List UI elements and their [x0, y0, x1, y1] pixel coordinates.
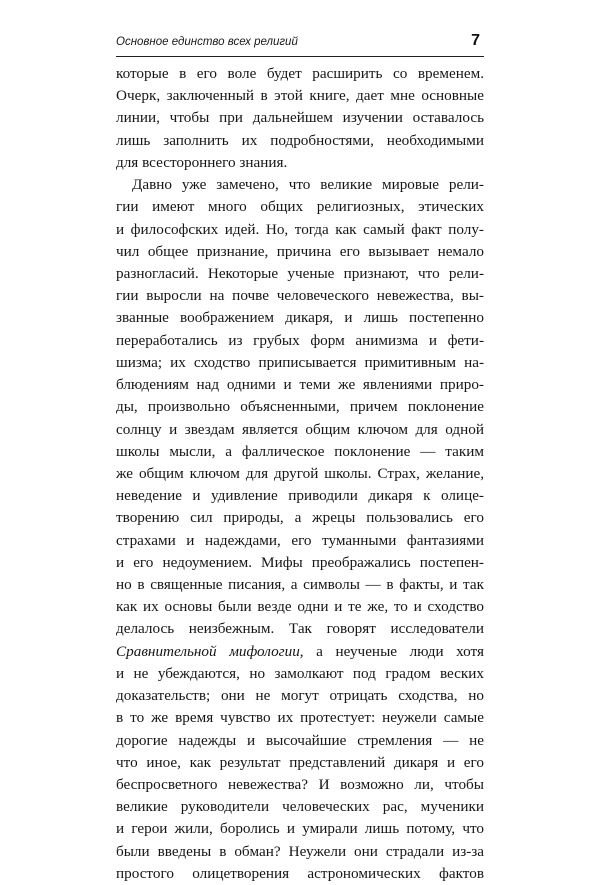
text-line: великие руководители человеческих рас, мученики — [116, 798, 484, 816]
text-line: школы мысли, а фаллическое поклонение — таким — [116, 442, 484, 460]
text-line: блюдениям над одними и теми же явлениями приро- — [116, 376, 484, 394]
text-line: творению сил природы, а жрецы пользовались его — [116, 509, 484, 527]
text-line: переработались из грубых форм анимизма и фети- — [116, 331, 484, 349]
text-line: дорогие надежды и высочайшие стремления — не — [116, 731, 484, 749]
text-line: Очерк, заключенный в этой книге, дает мне основные — [116, 87, 484, 105]
text-line: гии выросли на почве человеческого невежества, вы- — [116, 287, 484, 305]
text-line: неведение и удивление приводили дикаря к олице- — [116, 487, 484, 505]
text-line: что иное, как результат представлений дикаря и его — [116, 753, 484, 771]
italic-term: Сравнительной мифологии — [116, 642, 300, 660]
text-line: были введены в обман? Неужели они страдали из-за — [116, 842, 484, 860]
text-line: как их основы были везде одни и те же, то и сходство — [116, 598, 484, 616]
text-line: линии, чтобы при дальнейшем изучении оставалось — [116, 109, 484, 127]
text-line: Давно уже замечено, что великие мировые рели- — [132, 176, 484, 194]
text-line: и не убеждаются, но замолкают под градом веских — [116, 664, 484, 682]
text-line: шизма; их сходство приписывается примитивным на- — [116, 353, 484, 371]
text-line: и его недоумением. Мифы преображались постепен- — [116, 553, 484, 571]
text-line: и философских идей. Но, тогда как самый факт полу- — [116, 220, 484, 238]
text-line: для всестороннего знания. — [116, 153, 288, 171]
text-line: же общим ключом для другой школы. Страх, желание, — [116, 464, 484, 482]
running-title: Основное единство всех религий — [116, 36, 298, 48]
text-line: простого олицетворения астрономических фактов — [116, 864, 484, 882]
text-line: чил общее признание, причина его вызывает немало — [116, 242, 484, 260]
text-line: страхами и надеждами, его туманными фантазиями — [116, 531, 484, 549]
text-line: беспросветного невежества? И возможно ли, чтобы — [116, 776, 484, 793]
text-line: разногласий. Некоторые ученые признают, что рели- — [116, 264, 484, 282]
body-text — [116, 63, 484, 885]
text-line: доказательств; они не могут отрицать сходства, но — [116, 687, 484, 705]
text-line: гии имеют много общих религиозных, этических — [116, 198, 484, 216]
text-fragment: , а неученые люди хотя — [299, 642, 484, 660]
text-line: званные воображением дикаря, и лишь постепенно — [116, 309, 484, 327]
text-line: ды, произвольно объясненными, причем поклонение — [116, 398, 484, 416]
text-line: но в священные писания, а символы — в факты, и так — [116, 576, 484, 594]
running-header — [116, 32, 484, 57]
text-line: которые в его воле будет расширить со временем. — [116, 65, 484, 82]
text-line: лишь заполнить их подробностями, необходимыми — [116, 131, 484, 149]
text-line: делалось неизбежным. Так говорят исследователи — [116, 620, 484, 638]
text-line: солнцу и звездам является общим ключом для одной — [116, 420, 484, 438]
page-number: 7 — [471, 32, 480, 49]
text-line: в то же время чувство их протестует: неужели самые — [116, 709, 484, 727]
text-line-italic — [116, 641, 484, 663]
text-line: и герои жили, боролись и умирали лишь потому, что — [116, 820, 484, 838]
